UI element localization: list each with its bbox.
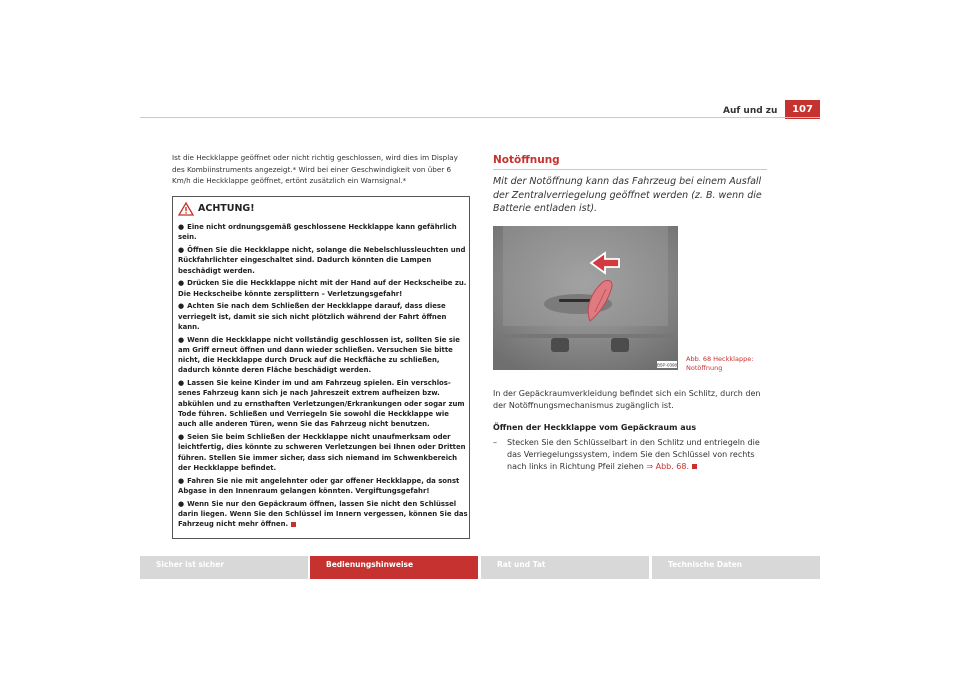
step-text-block bbox=[507, 437, 773, 472]
page-number: 107 bbox=[785, 100, 820, 119]
footer-tab-rat-und-tat[interactable]: Rat und Tat bbox=[481, 556, 649, 579]
warning-triangle-icon bbox=[178, 202, 194, 216]
warning-item: ● Lassen Sie keine Kinder im und am Fahrzeug spielen. Ein verschlos-senes Fahrzeug kann sich je nach Jahreszeit extrem aufheizen bzw. abkühlen und zu ernsthaften Verletzungen/Erkrankungen oder sogar zum Tode führen. Schließen und Verriegeln Sie sowohl die Heckklappe wie auch alle anderen Türen, wenn Sie das Fahrzeug nicht benutzen. bbox=[178, 379, 465, 429]
section-heading: Notöffnung bbox=[493, 154, 560, 166]
footer-tab-bedienungshinweise[interactable]: Bedienungshinweise bbox=[310, 556, 478, 579]
warning-item: ● Eine nicht ordnungsgemäß geschlossene Heckklappe kann gefährlich sein. bbox=[178, 223, 457, 242]
warning-item: ● Seien Sie beim Schließen der Heckklappe nicht unaufmerksam oder leichtfertig, dies könnte zu schweren Verletzungen bei Ihnen oder Dritten führen. Stellen Sie immer sicher, dass sich niemand im Schwenkbereich der Heckklappe befindet. bbox=[178, 432, 466, 472]
warning-item: ● Wenn die Heckklappe nicht vollständig geschlossen ist, sollten Sie sie am Griff erneut öffnen und dann wieder schließen. Versuchen Sie bitte nicht, die Heckklappe durch Druck auf die Heckfläche zu schließen, dadurch könnte deren Fläche beschädigt werden. bbox=[178, 335, 460, 375]
step-dash: – bbox=[493, 438, 497, 447]
warning-item: ● Fahren Sie nie mit angelehnter oder gar offener Heckklappe, da sonst Abgase in den Innenraum gelangen könnten. Vergiftungsgefahr! bbox=[178, 476, 460, 495]
figure-code: B5P-0398 bbox=[656, 362, 678, 368]
warning-item: ● Drücken Sie die Heckklappe nicht mit der Hand auf der Heckscheibe zu. Die Heckscheibe könnte zersplittern – Verletzungsgefahr! bbox=[178, 279, 467, 298]
intro-paragraph: Ist die Heckklappe geöffnet oder nicht richtig geschlossen, wird dies im Display des Kombiinstruments angezeigt.* Wird bei einer Geschwindigkeit von über 6 Km/h die Heckklappe geöffnet, ertönt zusätzlich ein Warnsignal.* bbox=[172, 153, 458, 185]
trunk-lining-illustration bbox=[493, 226, 678, 370]
heading-divider bbox=[493, 169, 767, 170]
warning-item: ● Wenn Sie nur den Gepäckraum öffnen, lassen Sie nicht den Schlüssel darin liegen. Wenn Sie den Schlüssel im Innern vergessen, können Sie das Fahrzeug nicht mehr öffnen. bbox=[178, 499, 468, 529]
figure-reference-link[interactable]: ⇒ Abb. 68. bbox=[646, 461, 690, 471]
warning-title: ACHTUNG! bbox=[198, 203, 255, 214]
warning-list bbox=[178, 222, 468, 532]
warning-item: ● Öffnen Sie die Heckklappe nicht, solange die Nebelschlussleuchten und Rückfahrlichter eingeschaltet sind. Dadurch könnten die Lampen beschädigt werden. bbox=[178, 245, 466, 275]
footer-tab-technische-daten[interactable]: Technische Daten bbox=[652, 556, 820, 579]
footer-tab-sicher-ist-sicher[interactable]: Sicher ist sicher bbox=[140, 556, 308, 579]
end-marker-icon bbox=[692, 464, 697, 469]
body-paragraph: In der Gepäckraumverkleidung befindet sich ein Schlitz, durch den der Notöffnungsmechanismus zugänglich ist. bbox=[493, 389, 761, 410]
step-text: Stecken Sie den Schlüsselbart in den Schlitz und entriegeln die das Verriegelungssystem, indem Sie den Schlüssel von rechts nach links in Richtung Pfeil ziehen bbox=[507, 438, 760, 471]
section-title: Auf und zu bbox=[723, 106, 778, 116]
header-divider bbox=[140, 117, 820, 118]
warning-item: ● Achten Sie nach dem Schließen der Heckklappe darauf, dass diese verriegelt ist, damit sie sich nicht plötzlich während der Fahrt öffnen kann. bbox=[178, 302, 447, 331]
figure-emergency-release bbox=[493, 226, 678, 370]
end-marker-icon bbox=[291, 522, 296, 527]
lead-paragraph: Mit der Notöffnung kann das Fahrzeug bei einem Ausfall der Zentralverriegelung geöffnet werden (z. B. wenn die Batterie entladen ist). bbox=[493, 176, 762, 214]
subheading: Öffnen der Heckklappe vom Gepäckraum aus bbox=[493, 423, 697, 432]
figure-caption: Abb. 68 Heckklappe: Notöffnung bbox=[686, 355, 754, 372]
